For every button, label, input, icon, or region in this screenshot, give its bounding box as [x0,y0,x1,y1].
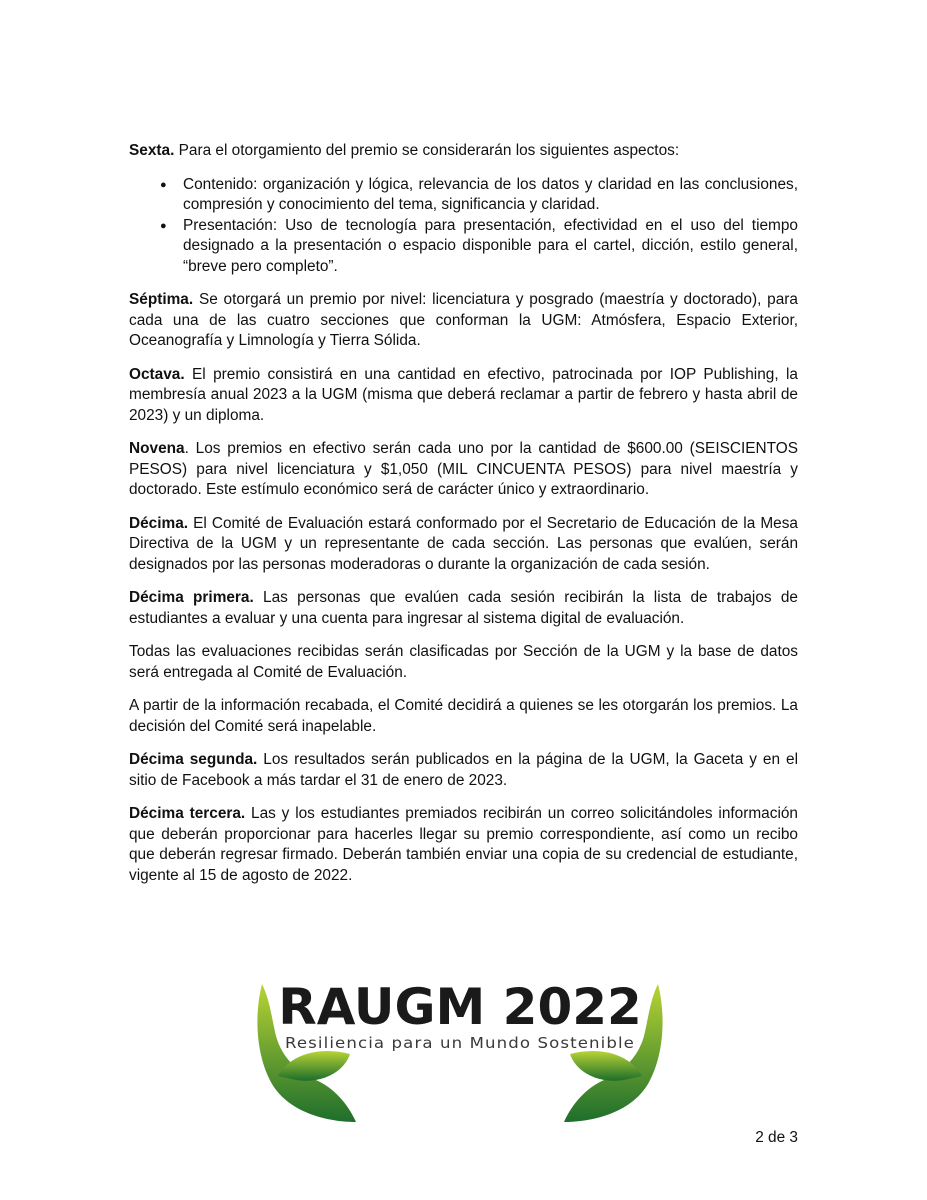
clause-text: . Los premios en efectivo serán cada uno por la cantidad de $600.00 (SEISCIENTOS PESOS) para nivel licenciatura y $1,050 (MIL CINCUENTA PESOS) para nivel maestría y doctorado. Este estímulo económico será de carácter único y extraordinario. [129,440,798,498]
clause-text: Para el otorgamiento del premio se considerarán los siguientes aspectos: [174,142,680,159]
logo-title: RAUGM 2022 [278,978,642,1036]
paragraph: Todas las evaluaciones recibidas serán clasificadas por Sección de la UGM y la base de datos será entregada al Comité de Evaluación. [129,643,798,681]
clause-decima-segunda [129,750,798,791]
clause-text: Los resultados serán publicados en la página de la UGM, la Gaceta y en el sitio de Facebook a más tardar el 31 de enero de 2023. [129,751,798,789]
clause-decima-primera [129,588,798,629]
criteria-list [129,175,798,278]
clause-sexta [129,141,798,162]
clause-heading: Séptima. [129,291,194,308]
clause-text: Se otorgará un premio por nivel: licenciatura y posgrado (maestría y doctorado), para cada una de las cuatro secciones que conforman la UGM: Atmósfera, Espacio Exterior, Oceanografía y Limnología y Tierra Sólida. [129,291,798,349]
clause-heading: Octava. [129,365,185,383]
clause-novena [129,439,798,501]
clause-heading: Novena [129,440,185,457]
left-leaf-icon [278,1051,350,1081]
logo-tagline: Resiliencia para un Mundo Sostenible [285,1034,635,1052]
clause-septima [129,290,798,352]
paragraph: A partir de la información recabada, el Comité decidirá a quienes se les otorgarán los premios. La decisión del Comité será inapelable. [129,697,798,735]
clause-text: Las y los estudiantes premiados recibirán un correo solicitándoles información que deberán proporcionar para hacerles llegar su premio correspondiente, así como un recibo que deberán regresar firmado. Deberán también enviar una copia de su credencial de estudiante, vigente al 15 de agosto de 2022. [129,805,798,884]
clause-heading: Décima segunda. [129,751,258,768]
list-item: ● Presentación: Uso de tecnología para presentación, efectividad en el uso del tiempo designado a la presentación o espacio disponible para el cartel, dicción, estilo general, “breve pero completo”. [129,216,798,278]
clause-heading: Décima tercera. [129,805,246,822]
clause-decima-tercera [129,804,798,886]
page-number: 2 de 3 [755,1129,798,1146]
document-body [129,141,798,899]
list-item: ● Contenido: organización y lógica, relevancia de los datos y claridad en las conclusiones, compresión y conocimiento del tema, significancia y claridad. [129,175,798,216]
raugm-logo [250,976,670,1126]
clause-text: El premio consistirá en una cantidad en efectivo, patrocinada por IOP Publishing, la membresía anual 2023 a la UGM (misma que deberá reclamar a partir de febrero y hasta abril de 2023) y un diploma. [129,365,798,424]
clause-heading: Décima primera. [129,589,254,606]
clause-heading: Sexta. [129,142,175,159]
clause-decima [129,514,798,576]
clause-text: El Comité de Evaluación estará conformado por el Secretario de Educación de la Mesa Directiva de la UGM y un representante de cada sección. Las personas que evalúen, serán designados por las personas moderadoras o durante la organización de cada sesión. [129,514,798,573]
right-leaf-icon [570,1051,642,1081]
clause-text: Las personas que evalúen cada sesión recibirán la lista de trabajos de estudiantes a evaluar y una cuenta para ingresar al sistema digital de evaluación. [129,589,798,627]
clause-octava [129,365,798,427]
clause-heading: Décima. [129,514,189,532]
